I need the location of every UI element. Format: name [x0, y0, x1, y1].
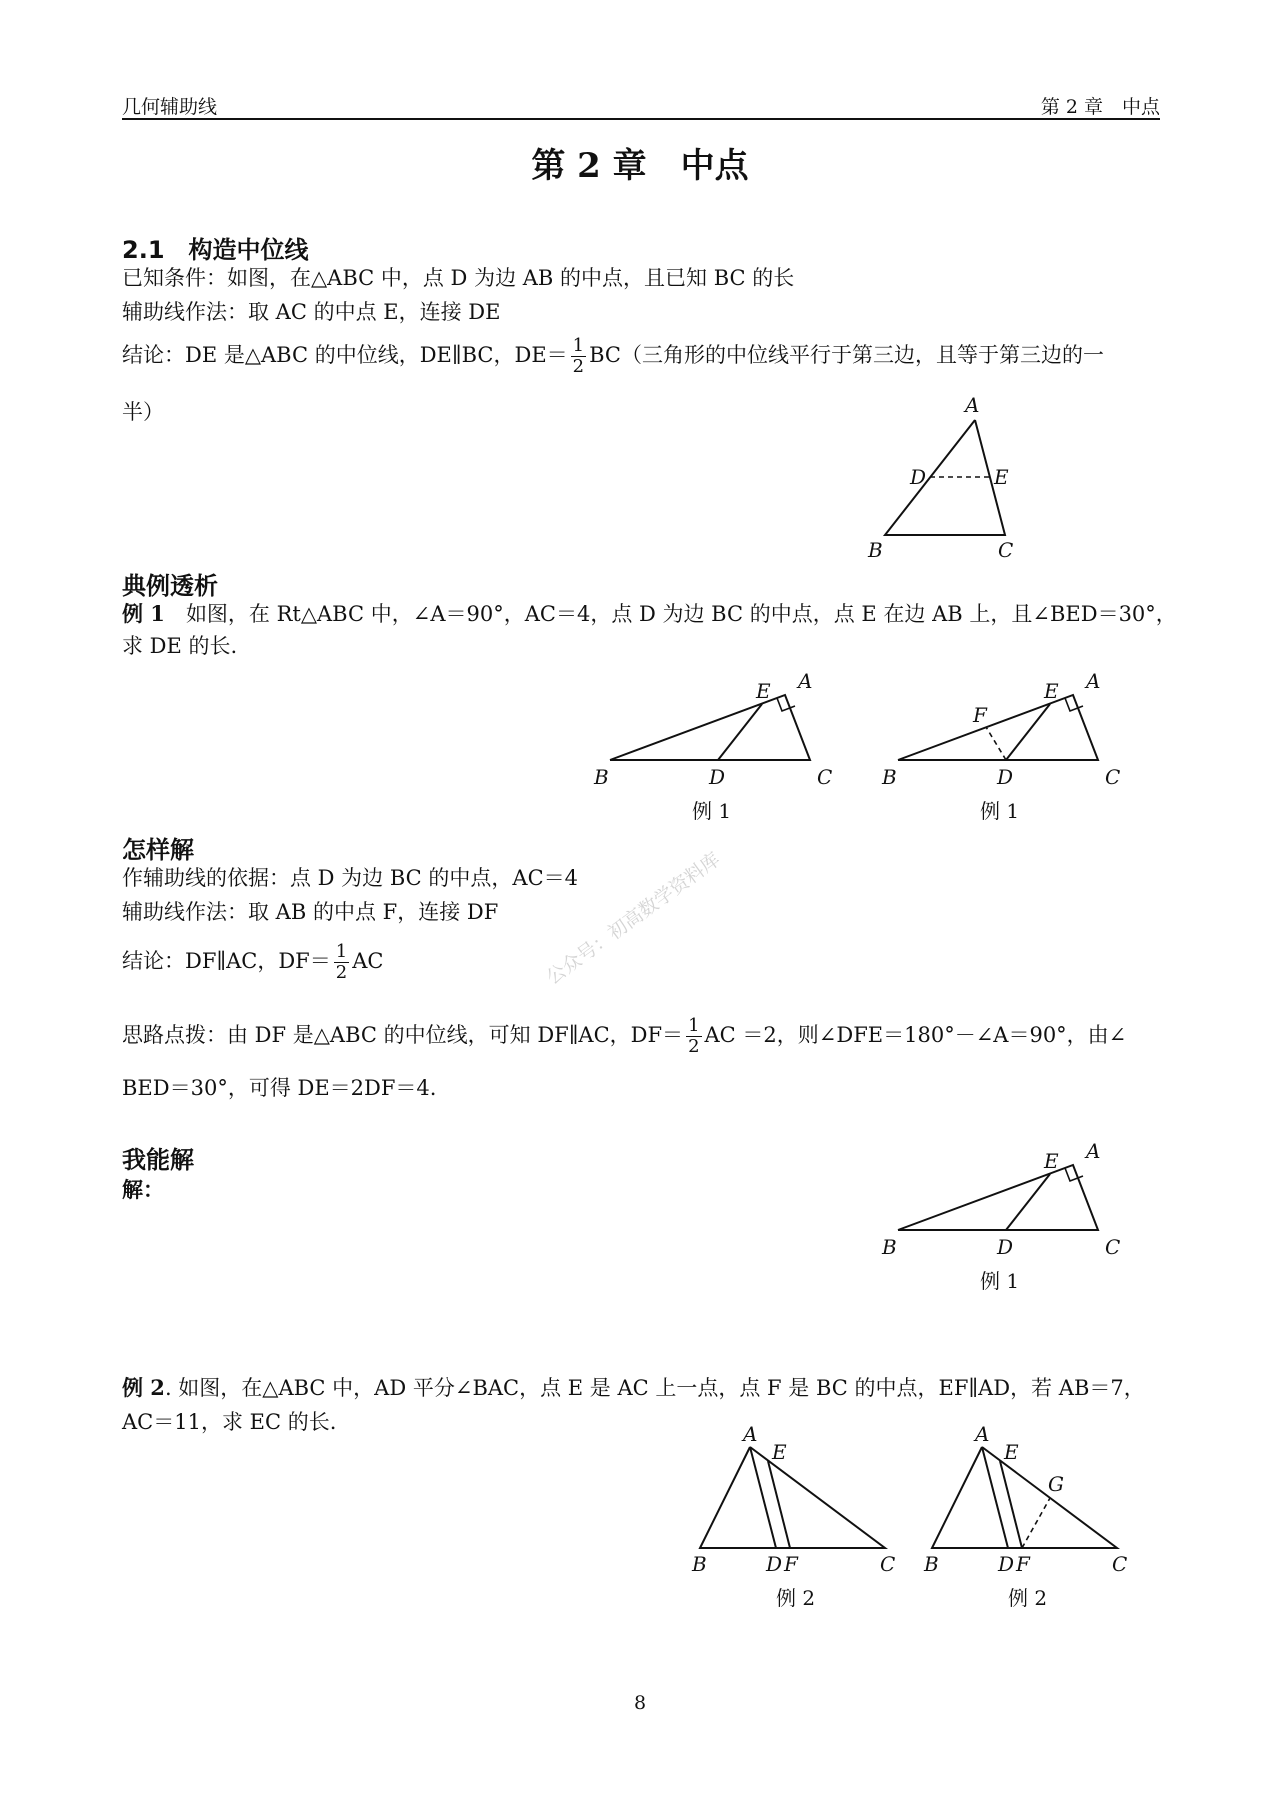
label-b: B	[882, 765, 897, 789]
caption: 例 1	[980, 1269, 1020, 1293]
watermark: 公众号：初高数学资料库	[542, 848, 725, 990]
example1-label: 例 1	[122, 601, 165, 626]
label-d: D	[910, 465, 927, 489]
figure-ican	[868, 1140, 1128, 1300]
howto-hint	[122, 1016, 1126, 1057]
figure-example1-b	[868, 670, 1128, 830]
label-f: F	[784, 1552, 798, 1576]
caption: 例 2	[1008, 1586, 1048, 1610]
page-number: 8	[633, 1692, 647, 1714]
label-c: C	[1105, 1235, 1121, 1259]
fraction	[686, 1016, 701, 1057]
label-b: B	[868, 538, 883, 562]
header-left: 几何辅助线	[122, 96, 218, 118]
fraction-denominator: 2	[688, 1036, 700, 1057]
label-e: E	[1004, 1440, 1019, 1464]
conclusion-line	[122, 336, 1104, 377]
fraction-numerator: 1	[688, 1015, 700, 1036]
ican-heading: 我能解	[122, 1146, 194, 1174]
label-f: F	[1016, 1552, 1030, 1576]
figure-midline-triangle	[860, 395, 1020, 570]
fraction-denominator: 2	[335, 962, 348, 983]
fraction-denominator: 2	[572, 356, 585, 377]
label-c: C	[817, 765, 833, 789]
caption: 例 1	[980, 799, 1020, 823]
howto-method: 辅助线作法：取 AB 的中点 F，连接 DF	[122, 900, 499, 924]
example1-text: 如图，在 Rt△ABC 中，∠A＝90°，AC＝4，点 D 为边 BC 的中点，点 E 在边 AB 上，且∠BED＝30°，	[185, 602, 1177, 626]
example2-label: 例 2	[122, 1375, 165, 1400]
figure-example1-a	[580, 670, 840, 830]
howto-basis: 作辅助线的依据：点 D 为边 BC 的中点，AC＝4	[122, 866, 579, 890]
conclusion-text-b: BC（三角形的中位线平行于第三边，且等于第三边的一	[589, 343, 1104, 367]
label-a: A	[1086, 1140, 1101, 1163]
header-right: 第 2 章 中点	[1040, 96, 1160, 118]
label-b: B	[924, 1552, 939, 1576]
label-c: C	[1112, 1552, 1128, 1576]
label-a: A	[975, 1425, 990, 1446]
chapter-title: 第 2 章 中点	[531, 146, 749, 186]
segment-df-dashed	[986, 727, 1006, 760]
conclusion-text-a: 结论：DE 是△ABC 的中位线，DE∥BC，DE＝	[122, 343, 568, 367]
header-rule	[122, 118, 1160, 120]
triangle-abc	[932, 1447, 1117, 1548]
typical-heading: 典例透析	[122, 572, 218, 600]
label-g: G	[1048, 1472, 1064, 1496]
label-d: D	[997, 1235, 1014, 1259]
figure-example2-a	[680, 1425, 910, 1610]
fraction	[334, 942, 349, 983]
figure-example2-b	[912, 1425, 1142, 1610]
label-e: E	[994, 465, 1009, 489]
label-c: C	[998, 538, 1014, 562]
howto-hint-c: BED＝30°，可得 DE＝2DF＝4.	[122, 1076, 437, 1100]
example2-text: . 如图，在△ABC 中，AD 平分∠BAC，点 E 是 AC 上一点，点 F 是 BC 的中点，EF∥AD，若 AB＝7，	[164, 1376, 1145, 1400]
conclusion-text-c: 半）	[122, 400, 164, 424]
label-f: F	[973, 703, 987, 727]
fraction	[571, 336, 586, 377]
label-e: E	[1044, 1149, 1059, 1173]
label-e: E	[756, 679, 771, 703]
example2-line1	[122, 1372, 1145, 1404]
method-text: 辅助线作法：取 AC 的中点 E，连接 DE	[122, 300, 501, 324]
fraction-numerator: 1	[572, 335, 585, 356]
caption: 例 1	[692, 799, 732, 823]
triangle-abc	[700, 1447, 885, 1548]
given-text: 已知条件：如图，在△ABC 中，点 D 为边 AB 的中点，且已知 BC 的长	[122, 266, 795, 290]
label-b: B	[882, 1235, 897, 1259]
label-b: B	[692, 1552, 707, 1576]
label-c: C	[880, 1552, 896, 1576]
howto-heading: 怎样解	[122, 836, 194, 864]
label-a: A	[1086, 670, 1101, 693]
howto-conclusion	[122, 942, 383, 983]
solve-label: 解：	[122, 1177, 164, 1202]
howto-conclusion-b: AC	[352, 949, 384, 973]
example1-line2: 求 DE 的长.	[122, 634, 238, 658]
label-e: E	[772, 1440, 787, 1464]
howto-hint-b: AC ＝2，则∠DFE＝180°－∠A＝90°，由∠	[704, 1023, 1127, 1047]
example2-line2: AC＝11，求 EC 的长.	[122, 1410, 337, 1434]
caption: 例 2	[776, 1586, 816, 1610]
howto-conclusion-a: 结论：DF∥AC，DF＝	[122, 949, 331, 973]
label-a: A	[798, 670, 813, 693]
howto-hint-a: 思路点拨：由 DF 是△ABC 的中位线，可知 DF∥AC，DF＝	[122, 1023, 684, 1047]
section-heading: 2.1 构造中位线	[122, 236, 309, 264]
label-e: E	[1044, 679, 1059, 703]
label-b: B	[594, 765, 609, 789]
example1-line1	[122, 598, 1177, 630]
label-d: D	[997, 765, 1014, 789]
label-c: C	[1105, 765, 1121, 789]
fraction-numerator: 1	[335, 941, 348, 962]
label-d: D	[709, 765, 726, 789]
label-d: D	[766, 1552, 783, 1576]
label-a: A	[743, 1425, 758, 1446]
label-a: A	[965, 395, 980, 417]
label-d: D	[998, 1552, 1015, 1576]
segment-fg-dashed	[1022, 1498, 1050, 1548]
